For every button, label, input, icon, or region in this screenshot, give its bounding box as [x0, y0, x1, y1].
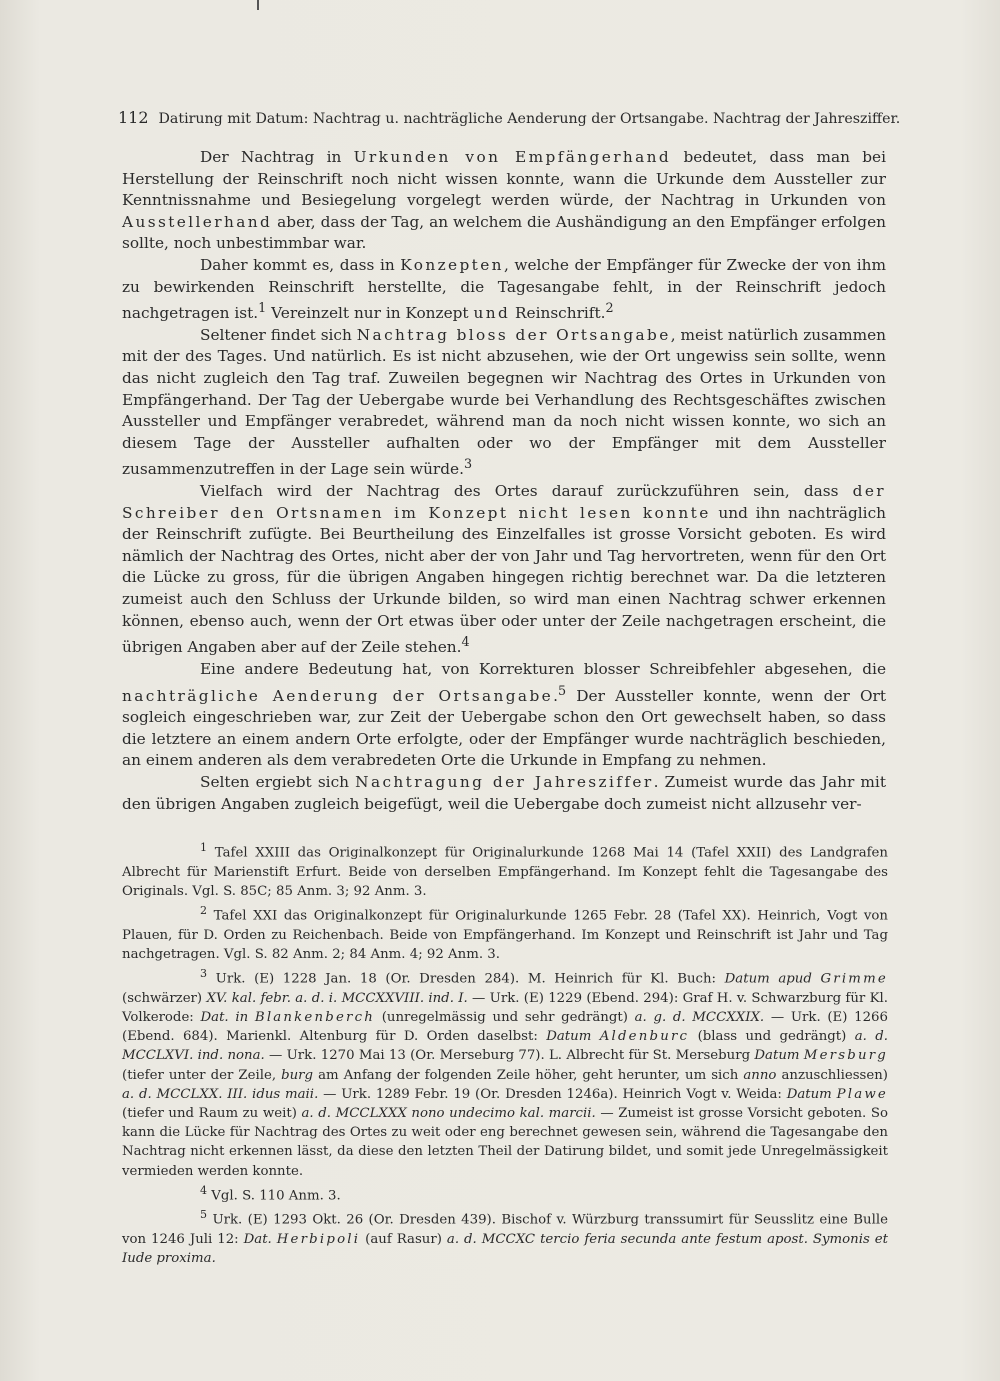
- italic-text: anno: [743, 1067, 777, 1083]
- text: — Urk. (E) 1266 (Ebend. 684). Marienkl. Altenburg für D. Orden daselbst:: [122, 1009, 888, 1045]
- running-title: Datirung mit Datum: Nachtrag u. nachträgliche Aenderung der Ortsangabe. Nachtrag der Jahresziffer.: [158, 111, 901, 127]
- footnote-5: [122, 1205, 888, 1268]
- footnote-ref: 1: [258, 301, 267, 317]
- footnote-text: Vgl. S. 110 Anm. 3.: [207, 1188, 341, 1204]
- spaced-italic-text: Grimme: [820, 971, 888, 987]
- spaced-text: Nachtragung der Jahresziffer: [355, 773, 654, 791]
- main-text: [122, 147, 886, 815]
- text: bedeutet, dass man bei Herstellung der Reinschrift noch nicht wissen konnte, wann die Urkunde dem Aussteller zur Kenntnissnahme und Besiegelung vorgelegt werden würde, der Nachtrag in Urkunden von: [122, 148, 887, 210]
- footnote-text: Tafel XXIII das Originalkonzept für Originalurkunde 1268 Mai 14 (Tafel XXII) des Landgrafen Albrecht für Marienstift Erfurt. Beide von derselben Empfängerhand. Im Konzept fehlt die Tagesangabe des Originals. Vgl. S. 85C; 85 Anm. 3; 92 Anm. 3.: [122, 845, 888, 899]
- footnotes: [122, 838, 888, 1268]
- paragraph-6: [122, 772, 886, 815]
- text: Vielfach wird der Nachtrag des Ortes darauf zurückzuführen sein, dass: [200, 482, 853, 501]
- italic-text: a. d. MCCLXX. III. idus maii.: [122, 1086, 319, 1102]
- footnote-number: 1: [200, 841, 208, 854]
- spaced-text: Nachtrag bloss der Ortsangabe: [356, 325, 671, 344]
- page-number: 112: [118, 108, 149, 127]
- spaced-italic-text: Aldenburc: [599, 1029, 690, 1045]
- italic-text: Datum: [786, 1086, 837, 1102]
- italic-text: a. d. MCCLXXX nono undecimo kal. marcii.: [301, 1105, 596, 1121]
- italic-text: Datum: [754, 1048, 804, 1064]
- text: Der Aussteller konnte, wenn der Ort sogleich eingeschrieben war, zur Zeit der Uebergabe schon den Ort gewechselt haben, so dass die letztere an einem andern Orte erfolgte, oder der Empfänger wurde nachträglich beschieden, an einem anderen als dem verabredeten Orte die Urkunde in Empfang zu nehmen.: [122, 686, 886, 770]
- text: Vereinzelt nur in Konzept: [266, 304, 474, 323]
- spaced-italic-text: Mersburg: [803, 1048, 888, 1064]
- spaced-text: nachträgliche Aenderung der Ortsangabe: [122, 686, 554, 705]
- spaced-text: Urkunden von Empfängerhand: [353, 148, 672, 166]
- text: Urk. (E) 1228 Jan. 18 (Or. Dresden 284). M. Heinrich für Kl. Buch:: [207, 971, 725, 987]
- spaced-italic-text: Herbipoli: [276, 1231, 361, 1247]
- footnote-1: [122, 838, 888, 901]
- footnote-number: 3: [200, 967, 208, 981]
- footnote-ref: 2: [605, 301, 614, 317]
- spaced-italic-text: Blankenberch: [254, 1009, 375, 1025]
- text: aber, dass der Tag, an welchem die Aushändigung an den Empfänger erfolgen sollte, noch unbestimmbar war.: [122, 212, 886, 253]
- text: .: [553, 686, 558, 705]
- italic-text: a. d. MCCLXVI. ind. nona.: [122, 1029, 888, 1064]
- italic-text: Dat.: [243, 1231, 277, 1247]
- text: Eine andere Bedeutung hat, von Korrekturen blosser Schreibfehler abgesehen, die: [200, 659, 886, 678]
- footnote-2: [122, 901, 888, 964]
- footnote-number: 2: [200, 904, 208, 918]
- italic-text: Datum: [546, 1029, 600, 1045]
- text: Reinschrift.: [510, 304, 606, 323]
- text: (auf Rasur): [360, 1231, 447, 1247]
- text: Selten ergiebt sich: [200, 773, 356, 791]
- text: (unregelmässig und sehr gedrängt): [375, 1009, 635, 1025]
- text: Urk. (E) 1293 Okt. 26 (Or. Dresden 439). Bischof v. Würzburg transsumirt für Seusslitz eine Bulle von 1246 Juli 12:: [122, 1212, 888, 1247]
- running-header: [118, 108, 901, 129]
- spaced-text: Ausstellerhand: [122, 212, 273, 231]
- footnote-ref: 3: [463, 457, 473, 473]
- text: (blass und gedrängt): [689, 1029, 855, 1045]
- footnote-4: [122, 1181, 888, 1206]
- footnote-ref: 5: [557, 683, 567, 699]
- text: Der Nachtrag in: [200, 148, 354, 166]
- text: . Zumeist wurde das Jahr mit den übrigen Angaben zugleich beigefügt, weil die Uebergabe doch zumeist nicht allzusehr ver-: [122, 773, 886, 813]
- italic-text: a. d. MCCXC tercio feria secunda ante festum apost. Symonis et Iude proxima.: [122, 1231, 888, 1267]
- text: (schwärzer): [122, 990, 207, 1006]
- italic-text: a. g. d. MCCXXIX.: [634, 1009, 765, 1025]
- footnote-3: [122, 964, 888, 1181]
- italic-text: XV. kal. febr. a. d. i. MCCXXVIII. ind. I.: [206, 990, 468, 1006]
- text: Daher kommt es, dass in: [200, 255, 401, 274]
- paragraph-2: [122, 255, 886, 325]
- text: und ihn nachträglich der Reinschrift zufügte. Bei Beurtheilung des Einzelfalles ist grosse Vorsicht geboten. Es wird nämlich der Nachtrag des Ortes, nicht aber der von Jahr und Tag hervortreten, wenn für den Ort die Lücke zu gross, für die übrigen Angaben hingegen richtig berechnet war. Da die letzteren zumeist auch den Schluss der Urkunde bilden, so wird man einen Nachtrag schwer erkennen können, ebenso auch, wenn der Ort etwas über oder unter der Zeile nachgetragen erscheint, die übrigen Angaben aber auf der Zeile stehen.: [122, 503, 886, 657]
- text: — Zumeist ist grosse Vorsicht geboten. So kann die Lücke für Nachtrag des Ortes zu weit oder eng berechnet gewesen sein, während die Tagesangabe den Nachtrag nicht erkennen lässt, da diese den letzten Theil der Datirung bildet, und somit jede Unregelmässigkeit vermieden werden konnte.: [122, 1105, 888, 1179]
- text: anzuschliessen): [776, 1067, 888, 1083]
- text: (tiefer und Raum zu weit): [122, 1105, 302, 1121]
- footnote-text: Tafel XXI das Originalkonzept für Originalurkunde 1265 Febr. 28 (Tafel XX). Heinrich, Vogt von Plauen, für D. Orden zu Reichenbach. Beide von Empfängerhand. Im Konzept und Reinschrift ist Jahr und Tag nachgetragen. Vgl. S. 82 Anm. 2; 84 Anm. 4; 92 Anm. 3.: [122, 908, 888, 962]
- text: am Anfang der folgenden Zeile höher, geht herunter, um sich: [313, 1067, 744, 1083]
- text: , welche der Empfänger für Zwecke der von ihm zu bewirkenden Reinschrift herstellte, die Tagesangabe fehlt, in der Reinschrift jedoch nachgetragen ist.: [122, 255, 886, 323]
- text: — Urk. 1270 Mai 13 (Or. Merseburg 77). L. Albrecht für St. Merseburg: [264, 1048, 755, 1064]
- paragraph-5: [122, 659, 886, 772]
- paragraph-3: [122, 325, 886, 481]
- footnote-number: 5: [200, 1208, 208, 1222]
- footnote-ref: 4: [461, 635, 470, 651]
- text: Seltener findet sich: [200, 325, 357, 344]
- paragraph-1: [122, 147, 886, 255]
- italic-text: Dat. in: [200, 1009, 255, 1025]
- text: (tiefer unter der Zeile,: [122, 1067, 282, 1083]
- text: , meist natürlich zusammen mit der des Tages. Und natürlich. Es ist nicht abzusehen, wie der Ort ungewiss sein sollte, wenn das nicht zugleich den Tag traf. Zuweilen begegnen wir Nachtrag des Ortes in Urkunden von Empfängerhand. Der Tag der Uebergabe wurde bei Verhandlung des Rechtsgeschäftes zwischen Aussteller und Empfänger verabredet, während man da noch nicht wissen konnte, wo sich an diesem Tage der Aussteller aufhalten oder wo der Empfänger mit dem Aussteller zusammenzutreffen in der Lage sein würde.: [122, 325, 887, 479]
- text: — Urk. 1289 Febr. 19 (Or. Dresden 1246a). Heinrich Vogt v. Weida:: [318, 1086, 787, 1102]
- paragraph-4: [122, 481, 886, 659]
- spaced-italic-text: Plawe: [836, 1086, 888, 1102]
- text: — Urk. (E) 1229 (Ebend. 294): Graf H. v. Schwarzburg für Kl. Volkerode:: [122, 990, 888, 1025]
- italic-text: burg: [281, 1067, 314, 1083]
- footnote-number: 4: [200, 1183, 208, 1197]
- spaced-text: der Schreiber den Ortsnamen im Konzept nicht lesen konnte: [122, 482, 886, 522]
- scan-mark: [257, 0, 259, 10]
- spaced-text: Konzepten: [400, 255, 504, 274]
- italic-text: Datum apud: [724, 971, 821, 987]
- spaced-text: und: [473, 304, 511, 323]
